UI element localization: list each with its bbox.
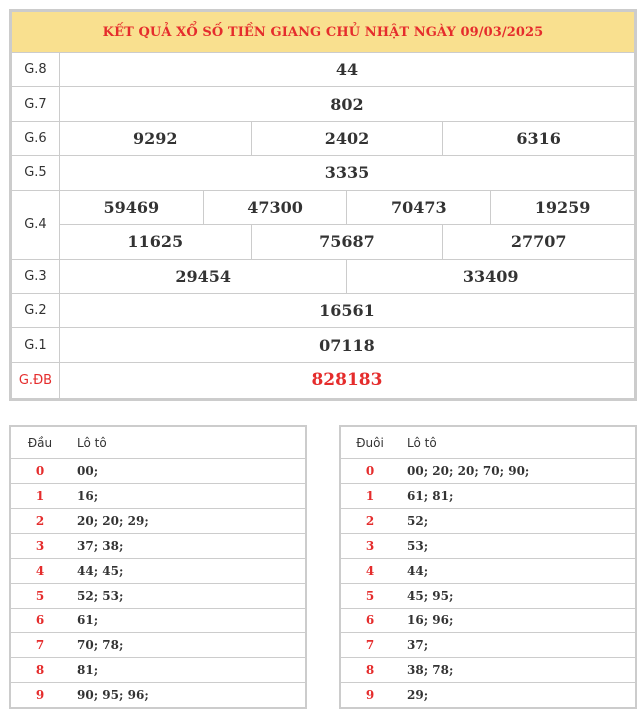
table-row	[11, 533, 305, 558]
row-value: 53;	[399, 533, 635, 558]
special-prize-number: 828183	[59, 362, 634, 398]
prize-row-g1	[12, 328, 635, 362]
table-row	[11, 633, 305, 658]
table-row	[341, 533, 635, 558]
table-row	[341, 459, 635, 484]
results-title: KẾT QUẢ XỔ SỐ TIỀN GIANG CHỦ NHẬT NGÀY 09/03/2025	[12, 12, 635, 53]
prize-number: 07118	[59, 328, 634, 362]
dau-loto-table	[9, 425, 307, 709]
row-key: 4	[341, 558, 399, 583]
table-row	[341, 633, 635, 658]
prize-number: 6316	[443, 121, 635, 155]
prize-number: 19259	[491, 190, 635, 224]
row-value: 52;	[399, 508, 635, 533]
column-header-loto: Lô tô	[399, 427, 635, 459]
prize-row-g4	[12, 190, 635, 224]
row-value: 44;	[399, 558, 635, 583]
prize-label: G.4	[12, 190, 60, 259]
row-key: 5	[341, 583, 399, 608]
table-row	[341, 583, 635, 608]
prize-label: G.2	[12, 293, 60, 327]
row-value: 44; 45;	[69, 558, 305, 583]
row-value: 16; 96;	[399, 608, 635, 633]
table-row	[341, 508, 635, 533]
prize-number: 29454	[59, 259, 347, 293]
table-row	[11, 483, 305, 508]
prize-label: G.5	[12, 156, 60, 190]
table-row	[341, 683, 635, 707]
prize-number: 75687	[251, 225, 443, 259]
row-value: 37; 38;	[69, 533, 305, 558]
row-value: 61; 81;	[399, 483, 635, 508]
row-value: 90; 95; 96;	[77, 688, 149, 703]
prize-row-g7	[12, 87, 635, 121]
results-table	[9, 9, 637, 401]
row-value: 45; 95;	[399, 583, 635, 608]
row-key: 9	[35, 688, 45, 703]
row-key: 3	[11, 533, 69, 558]
prize-number: 47300	[203, 190, 347, 224]
column-header-dau: Đầu	[11, 427, 69, 459]
table-row	[341, 608, 635, 633]
table-row	[11, 683, 305, 707]
duoi-loto-table	[339, 425, 637, 709]
prize-row-g8	[12, 53, 635, 87]
row-key: 0	[341, 459, 399, 484]
row-value: 81;	[69, 658, 305, 683]
prize-row-g4-second	[12, 225, 635, 259]
row-key: 9	[365, 688, 375, 703]
prize-number: 59469	[59, 190, 203, 224]
table-header	[11, 427, 305, 459]
column-header-duoi: Đuôi	[341, 427, 399, 459]
prize-label: G.8	[12, 53, 60, 87]
prize-label: G.3	[12, 259, 60, 293]
row-key: 0	[11, 459, 69, 484]
row-value: 52; 53;	[69, 583, 305, 608]
row-value: 61;	[69, 608, 305, 633]
prize-number: 70473	[347, 190, 491, 224]
row-value: 00; 20; 20; 70; 90;	[399, 459, 635, 484]
table-row	[11, 459, 305, 484]
row-value: 38; 78;	[399, 658, 635, 683]
prize-label: G.6	[12, 121, 60, 155]
prize-number: 16561	[59, 293, 634, 327]
prize-number: 11625	[59, 225, 251, 259]
row-key: 8	[341, 658, 399, 683]
prize-number: 3335	[59, 156, 634, 190]
table-row	[341, 658, 635, 683]
row-key: 2	[11, 508, 69, 533]
row-value: 00;	[69, 459, 305, 484]
row-key: 1	[341, 483, 399, 508]
row-key: 4	[11, 558, 69, 583]
row-key: 6	[341, 608, 399, 633]
row-key: 8	[11, 658, 69, 683]
prize-number: 33409	[347, 259, 635, 293]
prize-row-g3	[12, 259, 635, 293]
table-row	[11, 583, 305, 608]
table-row	[11, 658, 305, 683]
prize-row-g2	[12, 293, 635, 327]
row-value: 29;	[407, 688, 429, 703]
prize-number: 44	[59, 53, 634, 87]
row-key: 2	[341, 508, 399, 533]
prize-number: 27707	[443, 225, 635, 259]
row-key: 7	[341, 633, 399, 658]
table-row	[11, 608, 305, 633]
prize-label: G.ĐB	[12, 362, 60, 398]
prize-row-special	[12, 362, 635, 398]
row-key: 6	[11, 608, 69, 633]
table-header	[341, 427, 635, 459]
table-row	[341, 558, 635, 583]
prize-row-g6	[12, 121, 635, 155]
row-value: 70; 78;	[69, 633, 305, 658]
row-value: 20; 20; 29;	[69, 508, 305, 533]
table-row	[11, 558, 305, 583]
row-value: 16;	[69, 483, 305, 508]
prize-row-g5	[12, 156, 635, 190]
prize-number: 9292	[59, 121, 251, 155]
prize-number: 802	[59, 87, 634, 121]
row-key: 7	[11, 633, 69, 658]
prize-label: G.1	[12, 328, 60, 362]
table-row	[11, 508, 305, 533]
prize-number: 2402	[251, 121, 443, 155]
table-row	[341, 483, 635, 508]
prize-label: G.7	[12, 87, 60, 121]
row-key: 5	[11, 583, 69, 608]
column-header-loto: Lô tô	[69, 427, 305, 459]
row-key: 1	[11, 483, 69, 508]
row-value: 37;	[399, 633, 635, 658]
row-key: 3	[341, 533, 399, 558]
